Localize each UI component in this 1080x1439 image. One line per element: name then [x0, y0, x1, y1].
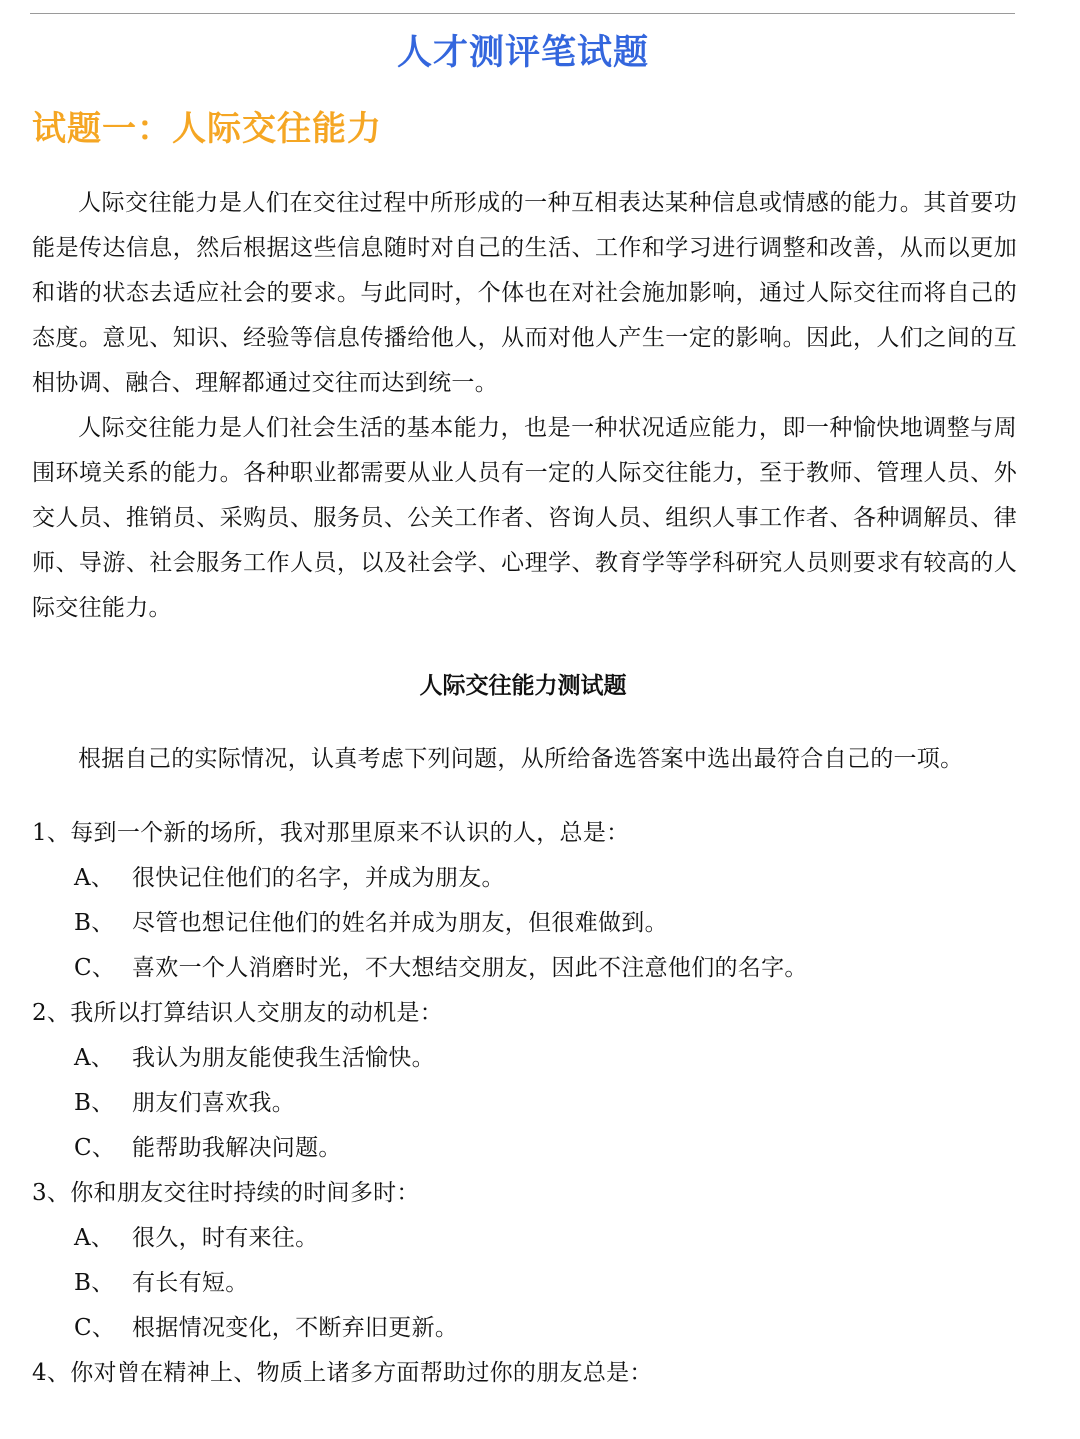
option-text: 很快记住他们的名字，并成为朋友。 [132, 865, 505, 891]
question-1-option-a [32, 856, 1032, 901]
question-3-option-c [32, 1306, 1032, 1351]
option-letter: C、 [74, 1315, 116, 1341]
option-text: 尽管也想记住他们的姓名并成为朋友，但很难做到。 [132, 910, 668, 936]
test-instruction: 根据自己的实际情况，认真考虑下列问题，从所给备选答案中选出最符合自己的一项。 [78, 746, 964, 772]
question-4: 4、你对曾在精神上、物质上诸多方面帮助过你的朋友总是： [32, 1360, 653, 1386]
question-2: 2、我所以打算结识人交朋友的动机是： [32, 1000, 444, 1026]
option-letter: C、 [74, 955, 116, 981]
section-heading: 试题一：人际交往能力 [32, 109, 382, 149]
option-text: 朋友们喜欢我。 [132, 1090, 296, 1116]
option-text: 喜欢一个人消磨时光，不大想结交朋友，因此不注意他们的名字。 [132, 955, 808, 981]
question-1: 1、每到一个新的场所，我对那里原来不认识的人，总是： [32, 820, 630, 846]
option-letter: B、 [74, 1090, 115, 1116]
option-text: 根据情况变化，不断弃旧更新。 [132, 1315, 459, 1341]
question-3-option-a [32, 1216, 1032, 1261]
question-3-option-b [32, 1261, 1032, 1306]
question-1-option-c [32, 946, 1032, 991]
option-letter: A、 [74, 865, 115, 891]
option-text: 我认为朋友能使我生活愉快。 [132, 1045, 435, 1071]
question-2-option-b [32, 1081, 1032, 1126]
question-2-option-c [32, 1126, 1032, 1171]
intro-paragraph-1: 人际交往能力是人们在交往过程中所形成的一种互相表达某种信息或情感的能力。其首要功能是传达信息，然后根据这些信息随时对自己的生活、工作和学习进行调整和改善，从而以更加和谐的状态去适应社会的要求。与此同时，个体也在对社会施加影响，通过人际交往而将自己的态度。意见、知识、经验等信息传播给他人，从而对他人产生一定的影响。因此，人们之间的互相协调、融合、理解都通过交往而达到统一。 [32, 190, 1017, 396]
option-text: 能帮助我解决问题。 [132, 1135, 342, 1161]
option-letter: B、 [74, 1270, 115, 1296]
question-3: 3、你和朋友交往时持续的时间多时： [32, 1180, 420, 1206]
option-text: 有长有短。 [132, 1270, 249, 1296]
question-list [32, 811, 1032, 1396]
option-letter: C、 [74, 1135, 116, 1161]
option-letter: A、 [74, 1045, 115, 1071]
top-divider [30, 13, 1015, 14]
test-title: 人际交往能力测试题 [419, 672, 627, 699]
question-2-option-a [32, 1036, 1032, 1081]
option-text: 很久，时有来往。 [132, 1225, 319, 1251]
question-1-option-b [32, 901, 1032, 946]
document-title: 人才测评笔试题 [396, 32, 649, 73]
intro-paragraph-2: 人际交往能力是人们社会生活的基本能力，也是一种状况适应能力，即一种愉快地调整与周围环境关系的能力。各种职业都需要从业人员有一定的人际交往能力，至于教师、管理人员、外交人员、推销员、采购员、服务员、公关工作者、咨询人员、组织人事工作者、各种调解员、律师、导游、社会服务工作人员，以及社会学、心理学、教育学等学科研究人员则要求有较高的人际交往能力。 [32, 415, 1017, 621]
option-letter: A、 [74, 1225, 115, 1251]
intro-body [32, 181, 1017, 631]
option-letter: B、 [74, 910, 115, 936]
